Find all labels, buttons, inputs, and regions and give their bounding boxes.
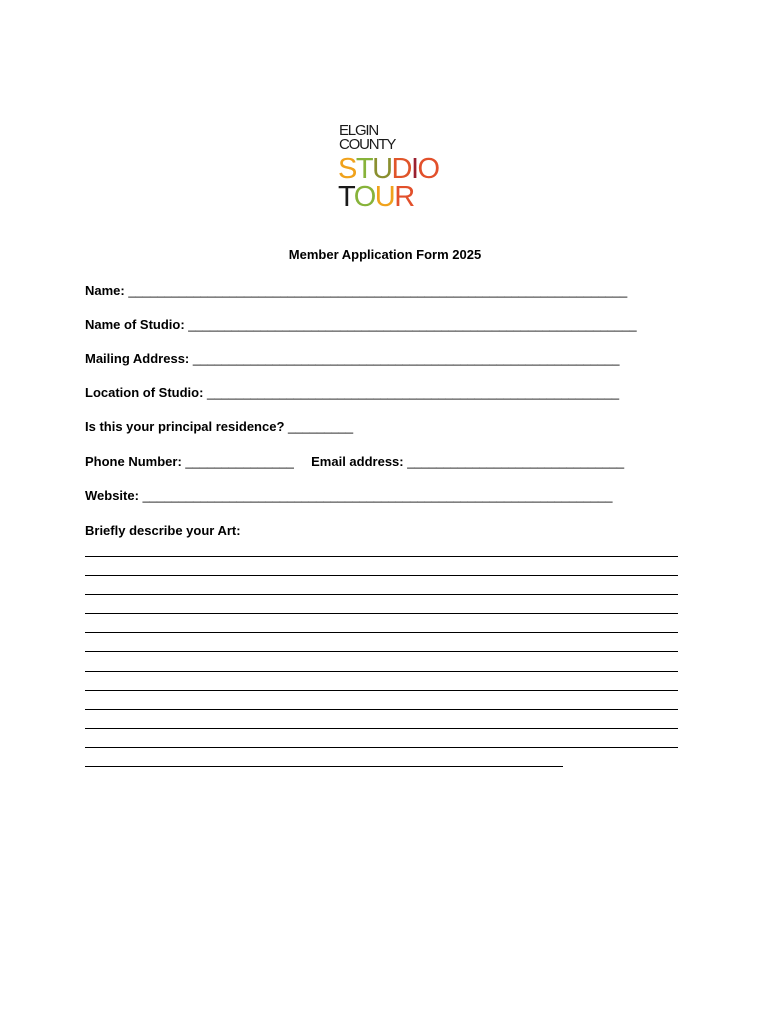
- phone-label: Phone Number:: [85, 454, 182, 469]
- website-field[interactable]: [85, 488, 613, 503]
- answer-line[interactable]: [85, 613, 678, 614]
- phone-email-row: [85, 454, 624, 469]
- mailing-address-label: Mailing Address:: [85, 351, 190, 366]
- answer-line[interactable]: [85, 594, 678, 595]
- answer-line[interactable]: [85, 575, 678, 576]
- studio-name-blank[interactable]: ______________________________________________________________: [188, 317, 637, 332]
- line3-letter: T: [355, 153, 373, 185]
- line3-letter: O: [417, 153, 439, 185]
- studio-location-field[interactable]: [85, 385, 619, 400]
- logo-line-tour: [338, 183, 414, 211]
- logo-line-elgin: ELGIN: [339, 122, 379, 139]
- name-blank[interactable]: _____________________________________________________________________: [128, 283, 628, 298]
- answer-line[interactable]: [85, 632, 678, 633]
- answer-line[interactable]: [85, 671, 678, 672]
- line3-letter: I: [410, 153, 418, 185]
- name-field[interactable]: [85, 283, 627, 298]
- answer-line[interactable]: [85, 690, 678, 691]
- studio-name-label: Name of Studio:: [85, 317, 185, 332]
- residence-blank[interactable]: _________: [288, 419, 354, 434]
- studio-location-blank[interactable]: _________________________________________________________: [207, 385, 620, 400]
- email-blank[interactable]: ______________________________: [407, 454, 625, 469]
- line3-letter: S: [338, 153, 356, 185]
- website-blank[interactable]: _________________________________________________________________: [142, 488, 613, 503]
- form-title: Member Application Form 2025: [288, 247, 482, 262]
- answer-line[interactable]: [85, 709, 678, 710]
- answer-line[interactable]: [85, 728, 678, 729]
- name-label: Name:: [85, 283, 125, 298]
- residence-field[interactable]: [85, 419, 353, 434]
- residence-label: Is this your principal residence?: [85, 419, 285, 434]
- line3-letter: D: [391, 153, 411, 185]
- mailing-address-blank[interactable]: ___________________________________________________________: [192, 351, 620, 366]
- art-description-label: Briefly describe your Art:: [85, 523, 241, 538]
- studio-location-label: Location of Studio:: [85, 385, 204, 400]
- art-description-lines[interactable]: [85, 556, 678, 785]
- elgin-county-studio-tour-logo: [336, 124, 446, 214]
- answer-line[interactable]: [85, 556, 678, 557]
- answer-line[interactable]: [85, 747, 678, 748]
- email-label: Email address:: [311, 454, 404, 469]
- line4-letter: U: [374, 181, 395, 213]
- line4-letter: R: [394, 181, 414, 213]
- line3-letter: U: [372, 153, 392, 185]
- logo-line-county: COUNTY: [339, 136, 396, 153]
- studio-name-field[interactable]: [85, 317, 637, 332]
- website-label: Website:: [85, 488, 139, 503]
- line4-letter: O: [353, 181, 375, 213]
- answer-line[interactable]: [85, 651, 678, 652]
- logo-line-studio: [338, 155, 439, 183]
- phone-blank[interactable]: _______________: [185, 454, 294, 469]
- answer-line[interactable]: [85, 766, 563, 767]
- mailing-address-field[interactable]: [85, 351, 619, 366]
- line4-letter: T: [338, 181, 354, 213]
